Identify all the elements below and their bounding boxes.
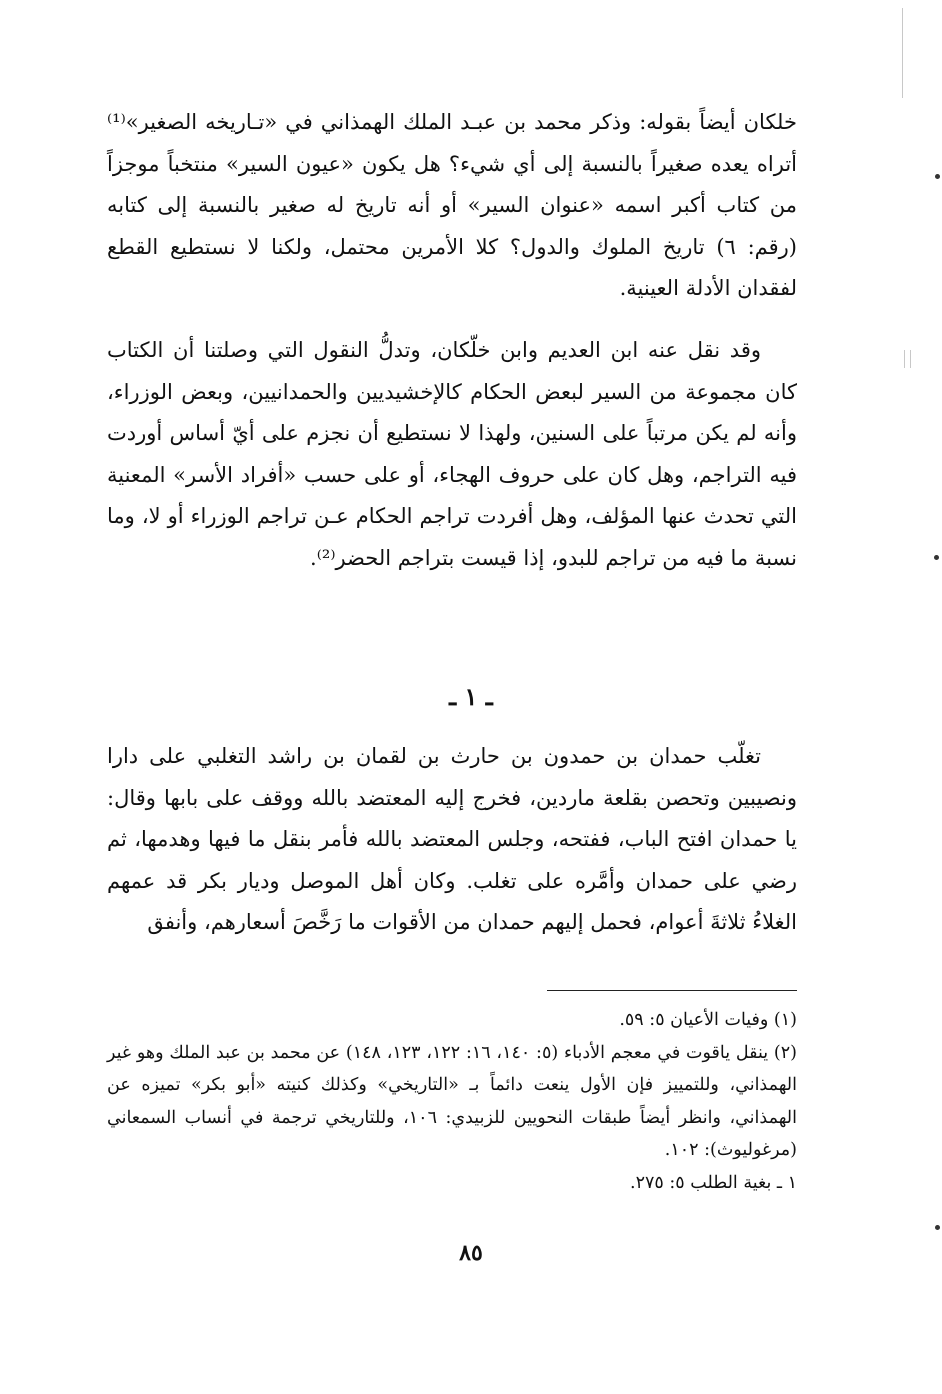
scan-edge-mark [910, 350, 911, 368]
paragraph-continuation: خلكان أيضاً بقوله: وذكر محمد بن عبـد الملك الهمذاني في «تـاريخه الصغير»⁽¹⁾ أتراه يعده صغيراً بالنسبة إلى أي شيء؟ هل يكون «عيون السير» منتخباً موجزاً من كتاب أكبر اسمه «عنوان السير» أو أنه تاريخ له صغير بالنسبة إلى كتابه (رقم: ٦) تاريخ الملوك والدول؟ كلا الأمرين محتمل، ولكنا لا نستطيع القطع لفقدان الأدلة العينية. [107, 110, 797, 300]
footnote-2: (٢) ينقل ياقوت في معجم الأدباء (٥: ١٤٠، ١٦: ١٢٢، ١٢٣، ١٤٨) عن محمد بن عبد الملك وهو غير الهمذاني، وللتمييز فإن الأول ينعت دائماً بـ «التاريخي» وكذلك كنيته «أبو بكر» تميزه عن الهمذاني، وانظر أيضاً طبقات النحويين للزبيدي: ١٠٦، وللتاريخي ترجمة في أنساب السمعاني (مرغوليوث): ١٠٢. [107, 1042, 797, 1160]
scan-edge-mark [902, 8, 903, 98]
paragraph-sources: وقد نقل عنه ابن العديم وابن خلّكان، وتدلُّ النقول التي وصلتنا أن الكتاب كان مجموعة من السير لبعض الحكام كالإخشيديين والحمدانيين، وبعض الوزراء، وأنه لم يكن مرتباً على السنين، ولهذا لا نستطيع أن نجزم على أيّ أساس أوردت فيه التراجم، وهل كان على حروف الهجاء، أو على حسب «أفراد الأسر» المعنية التي تحدث عنها المؤلف، وهل أفردت تراجم الحكام عـن تراجم الوزراء أو لا، وما نسبة ما فيه من تراجم للبدو، إذا قيست بتراجم الحضر⁽²⁾. [107, 338, 797, 570]
section-number: ـ ١ ـ [449, 682, 493, 711]
footnote-separator [547, 990, 797, 991]
scan-dot-mark [934, 555, 939, 560]
paragraph-entry-1: تغلّب حمدان بن حمدون بن حارث بن لقمان بن راشد التغلبي على دارا ونصيبين وتحصن بقلعة ماردين، فخرج إليه المعتضد بالله ووقف على بابها وقال: يا حمدان افتح الباب، ففتحه، وجلس المعتضد بالله فأمر بنقل ما فيها وهدمها، ثم رضي على حمدان وأمَّره على تغلب. وكان أهل الموصل وديار بكر قد عمهم الغلاءُ ثلاثةَ أعوام، فحمل إليهم حمدان من الأقوات ما رَخَّصَ أسعارهم، وأنفق [107, 744, 797, 934]
footnote-1: (١) وفيات الأعيان ٥: ٥٩. [619, 1010, 797, 1030]
scan-edge-mark [904, 350, 905, 368]
footnote-source-1: ١ ـ بغية الطلب ٥: ٢٧٥. [630, 1172, 797, 1193]
scan-dot-mark [935, 174, 940, 179]
scan-dot-mark [935, 1225, 940, 1230]
footnotes [107, 1004, 797, 1199]
page-number: ٨٥ [459, 1240, 483, 1266]
